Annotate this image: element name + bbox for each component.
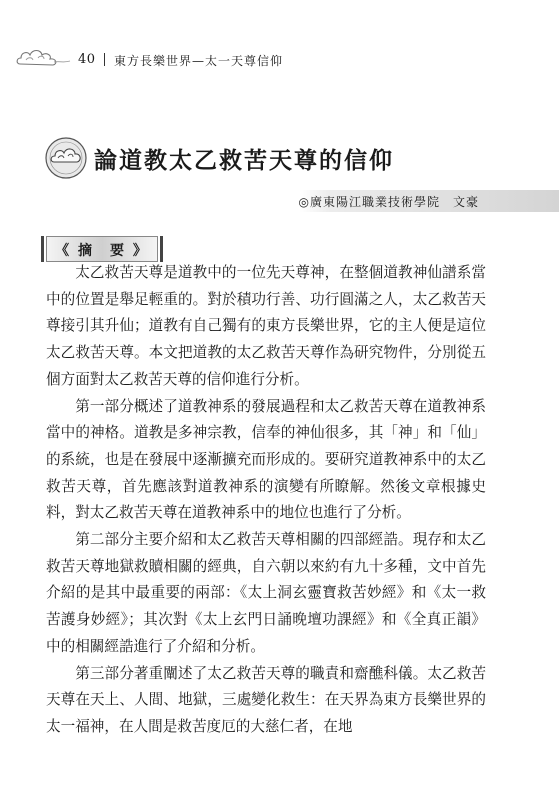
abstract-bar-left — [41, 236, 44, 262]
abstract-paragraph: 第二部分主要介紹和太乙救苦天尊相關的四部經誥。現存和太乙救苦天尊地獄救贖相關的經典，自六朝以來約有九十多種，文中首先介紹的是其中最重要的兩部：《太上洞玄靈寶救苦妙經》和《太一救苦護身妙經》；其次對《太上玄門日誦晚壇功課經》和《全真正韻》中的相關經誥進行了介紹和分析。 — [46, 531, 486, 655]
abstract-paragraph: 第一部分概述了道教神系的發展過程和太乙救苦天尊在道教神系當中的神格。道教是多神宗教，信奉的神仙很多，其「神」和「仙」的系統，也是在發展中逐漸擴充而形成的。要研究道教神系中的太乙救苦天尊，首先應該對道教神系的演變有所瞭解。然後文章根據史料，對太乙救苦天尊在道教神系中的地位也進行了分析。 — [46, 397, 486, 522]
article-title: 論道教太乙救苦天尊的信仰 — [94, 147, 394, 174]
article-title-row — [44, 136, 514, 180]
abstract-bar-right — [160, 236, 163, 262]
running-title: 東方長樂世界—太一天尊信仰 — [114, 54, 284, 68]
abstract-paragraph: 第三部分著重闡述了太乙救苦天尊的職責和齋醮科儀。太乙救苦天尊在天上、人間、地獄，三處變化救生：在天界為東方長樂世界的太一福神，在人間是救苦度厄的大慈仁者，在地 — [46, 664, 486, 735]
abstract-paragraph: 太乙救苦天尊是道教中的一位先天尊神，在整個道教神仙譜系當中的位置是舉足輕重的。對於積功行善、功行圓滿之人，太乙救苦天尊接引其升仙；道教有自己獨有的東方長樂世界，它的主人便是這位太乙救苦天尊。本文把道教的太乙救苦天尊作為研究物件，分別從五個方面對太乙救苦天尊的信仰進行分析。 — [46, 264, 486, 388]
cloud-medallion-icon — [44, 136, 88, 180]
author-line: ◎廣東陽江職業技術學院 文豪 — [298, 195, 479, 209]
page-header — [0, 44, 559, 74]
header-divider — [104, 53, 105, 66]
page-number: 40 — [78, 52, 96, 67]
abstract-heading: 《 摘 要 》 — [55, 243, 149, 259]
abstract-heading-box — [46, 236, 158, 262]
abstract-body — [46, 260, 486, 741]
cloud-ornament-icon — [14, 46, 72, 72]
